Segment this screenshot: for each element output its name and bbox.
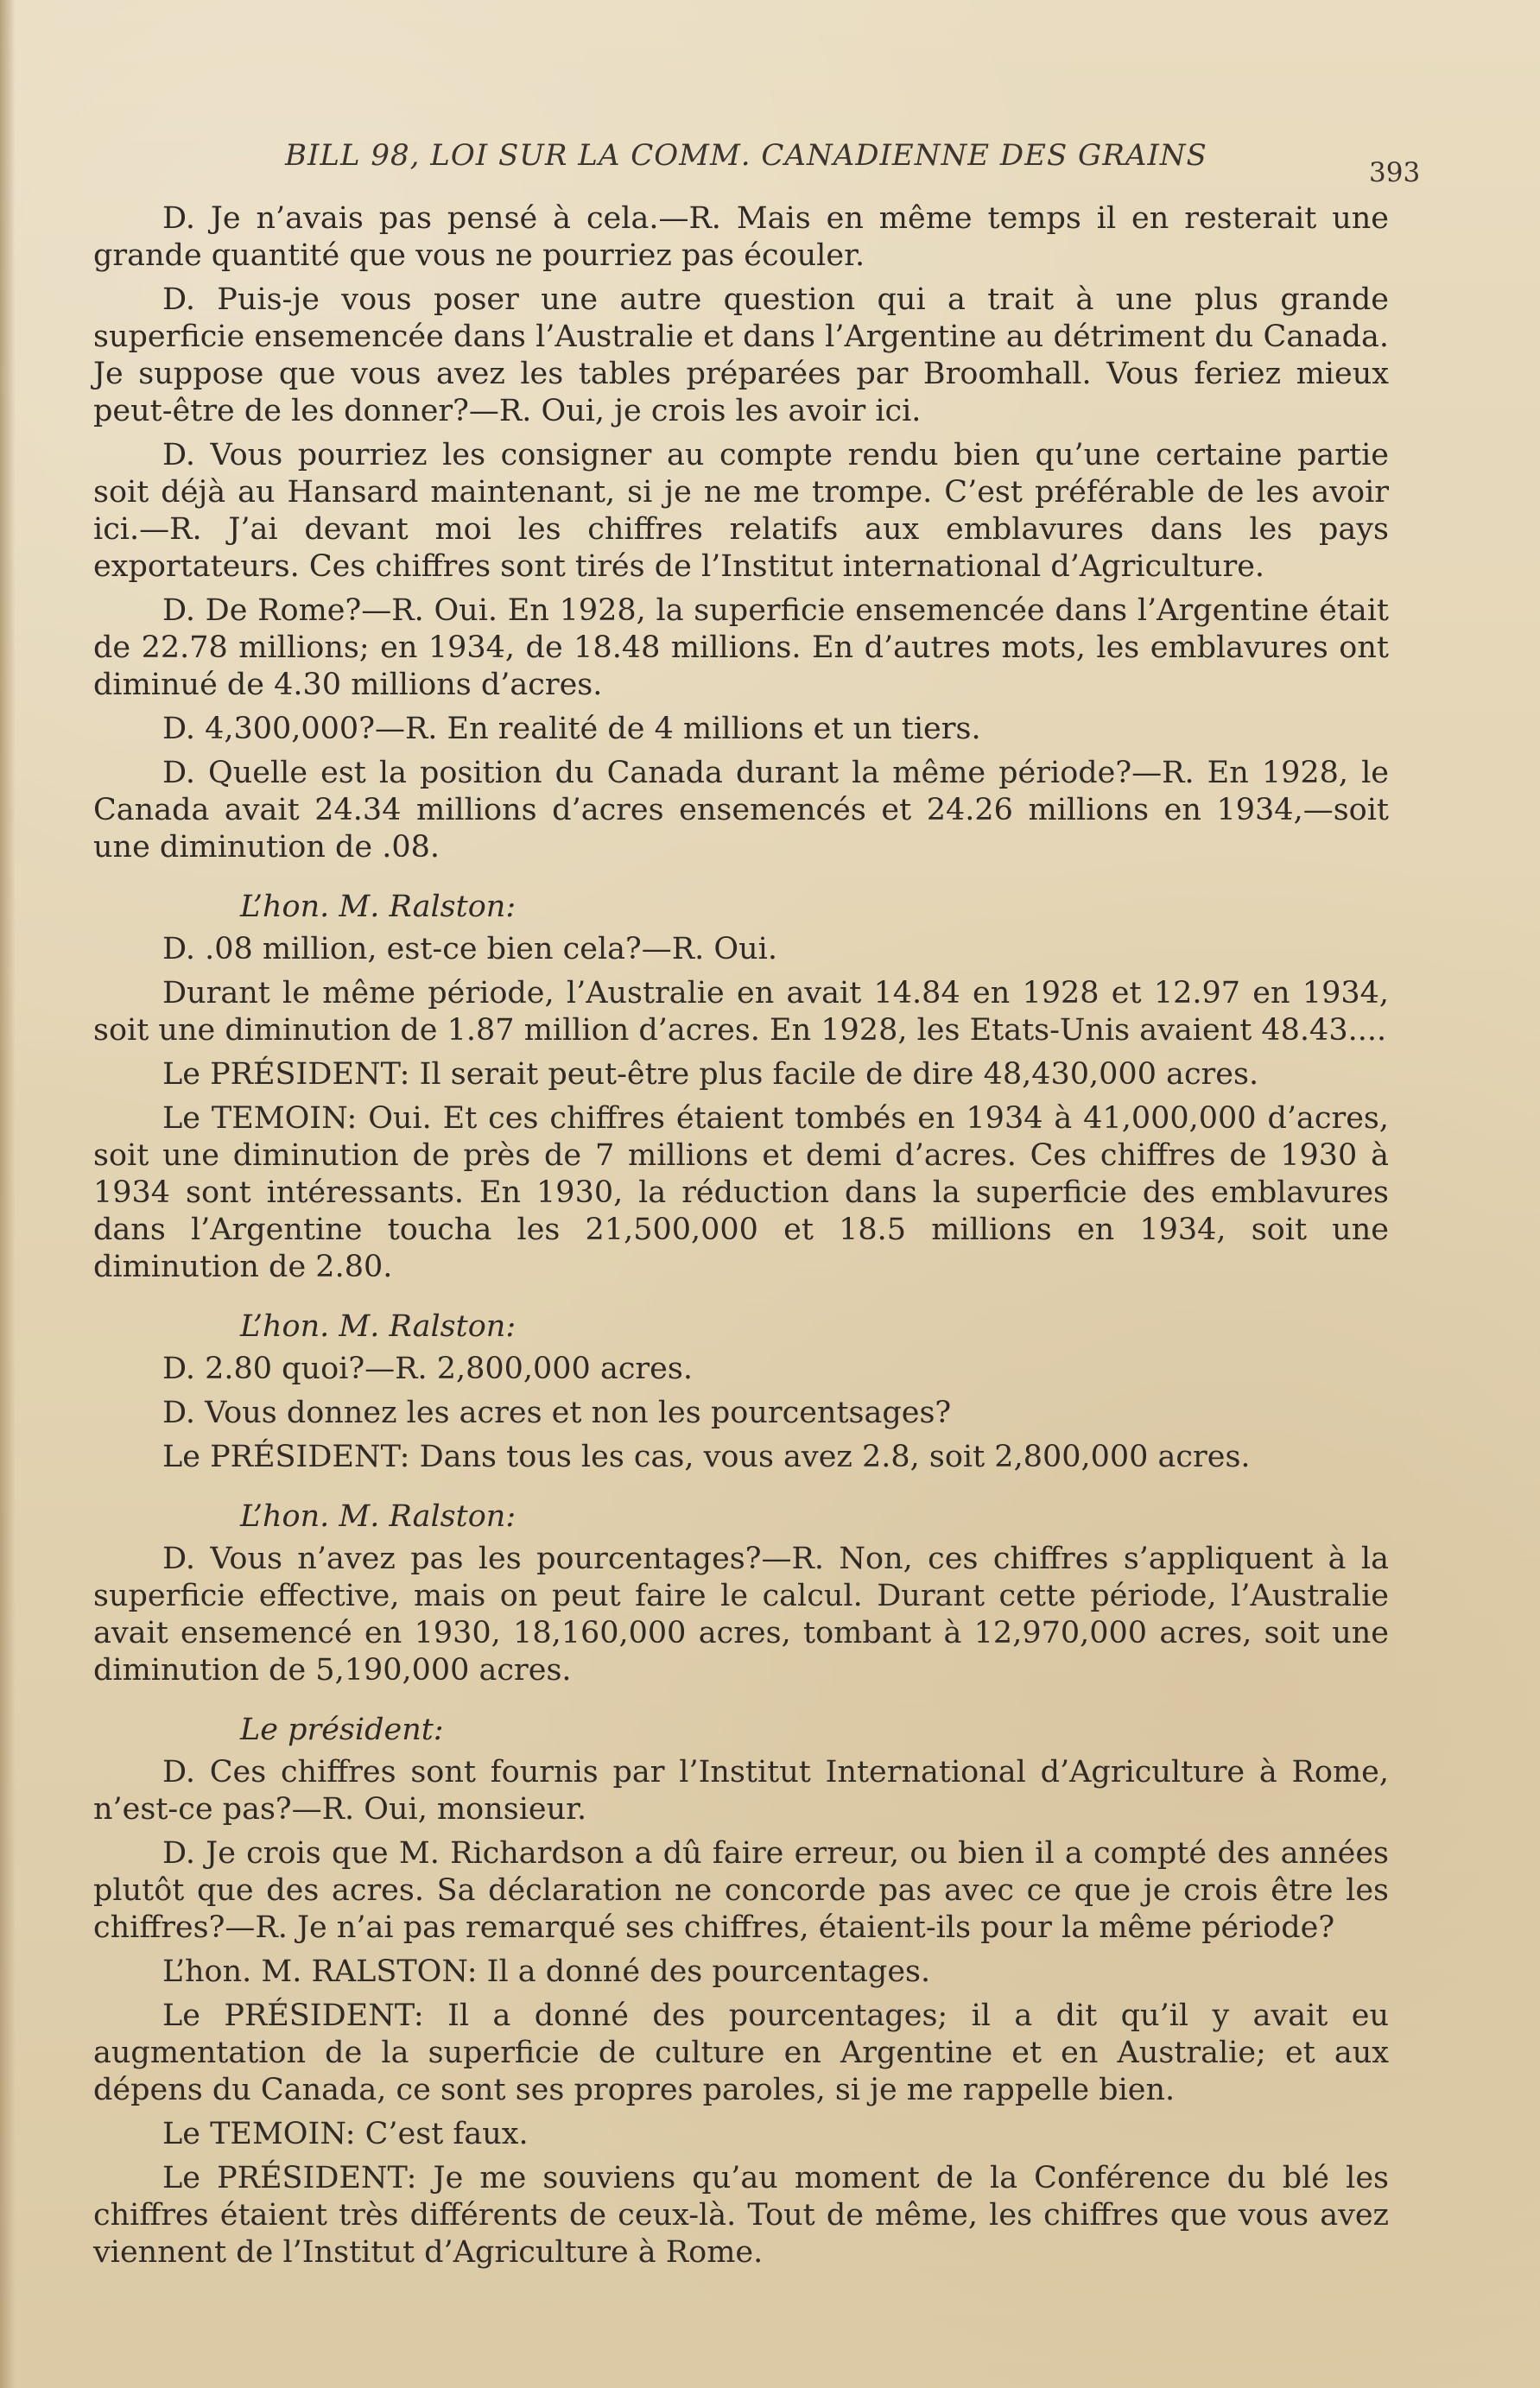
paragraph-5: D. 4,300,000?—R. En realité de 4 millions et un tiers.	[162, 712, 981, 746]
speaker-heading-1: L’hon. M. Ralston:	[240, 890, 517, 924]
running-header: BILL 98, LOI SUR LA COMM. CANADIENNE DES GRAINS	[285, 138, 1207, 173]
paragraph-14: D. Vous n’avez pas les pourcentages?—R. Non, ces chiffres s’appliquent à la superficie effective, mais on peut faire le calcul. Durant cette période, l’Australie avait ensemencé en 1930, 18,160,000 acres, tombant à 12,970,000 acres, soit une diminution de 5,190,000 acres.	[93, 1542, 1389, 1688]
paragraph-12: D. Vous donnez les acres et non les pourcentsages?	[162, 1396, 952, 1430]
paragraph-18: Le PRÉSIDENT: Il a donné des pourcentages; il a dit qu’il y avait eu augmentation de la superficie de culture en Argentine et en Australie; et aux dépens du Canada, ce sont ses propres paroles, si je me rappelle bien.	[93, 1998, 1389, 2107]
paragraph-17: L’hon. M. RALSTON: Il a donné des pourcentages.	[162, 1954, 931, 1989]
speaker-heading-4: Le président:	[240, 1713, 444, 1747]
paragraph-10: Le TEMOIN: Oui. Et ces chiffres étaient tombés en 1934 à 41,000,000 d’acres, soit une diminution de près de 7 millions et demi d’acres. Ces chiffres de 1930 à 1934 sont intéressants. En 1930, la réduction dans la superficie des emblavures dans l’Argentine toucha les 21,500,000 et 18.5 millions en 1934, soit une diminution de 2.80.	[93, 1101, 1389, 1284]
paragraph-6: D. Quelle est la position du Canada durant la même période?—R. En 1928, le Canada avait 24.34 millions d’acres ensemencés et 24.26 millions en 1934,—soit une diminution de .08.	[93, 756, 1389, 865]
page-number: 393	[1369, 157, 1421, 188]
speaker-heading-3: L’hon. M. Ralston:	[240, 1499, 517, 1534]
paragraph-9: Le PRÉSIDENT: Il serait peut-être plus facile de dire 48,430,000 acres.	[162, 1057, 1259, 1092]
paragraph-16: D. Je crois que M. Richardson a dû faire erreur, ou bien il a compté des années plutôt que des acres. Sa déclaration ne concorde pas avec ce que je crois être les chiffres?—R. Je n’ai pas remarqué ses chiffres, étaient-ils pour la même période?	[93, 1836, 1389, 1945]
paragraph-2: D. Puis-je vous poser une autre question qui a trait à une plus grande superficie ensemencée dans l’Australie et dans l’Argentine au détriment du Canada. Je suppose que vous avez les tables préparées par Broomhall. Vous feriez mieux peut-être de les donner?—R. Oui, je crois les avoir ici.	[93, 282, 1389, 428]
paragraph-1: D. Je n’avais pas pensé à cela.—R. Mais en même temps il en resterait une grande quantité que vous ne pourriez pas écouler.	[93, 201, 1389, 273]
speaker-heading-2: L’hon. M. Ralston:	[240, 1309, 517, 1344]
paragraph-11: D. 2.80 quoi?—R. 2,800,000 acres.	[162, 1352, 693, 1386]
paragraph-8: Durant le même période, l’Australie en avait 14.84 en 1928 et 12.97 en 1934, soit une diminution de 1.87 million d’acres. En 1928, les Etats-Unis avaient 48.43....	[93, 976, 1389, 1048]
paragraph-15: D. Ces chiffres sont fournis par l’Institut International d’Agriculture à Rome, n’est-ce pas?—R. Oui, monsieur.	[93, 1755, 1389, 1827]
paragraph-4: D. De Rome?—R. Oui. En 1928, la superficie ensemencée dans l’Argentine était de 22.78 millions; en 1934, de 18.48 millions. En d’autres mots, les emblavures ont diminué de 4.30 millions d’acres.	[93, 593, 1389, 702]
paragraph-20: Le PRÉSIDENT: Je me souviens qu’au moment de la Conférence du blé les chiffres étaient très différents de ceux-là. Tout de même, les chiffres que vous avez viennent de l’Institut d’Agriculture à Rome.	[93, 2161, 1389, 2270]
paragraph-13: Le PRÉSIDENT: Dans tous les cas, vous avez 2.8, soit 2,800,000 acres.	[162, 1440, 1251, 1474]
paragraph-3: D. Vous pourriez les consigner au compte rendu bien qu’une certaine partie soit déjà au Hansard maintenant, si je ne me trompe. C’est préférable de les avoir ici.—R. J’ai devant moi les chiffres relatifs aux emblavures dans les pays exportateurs. Ces chiffres sont tirés de l’Institut international d’Agriculture.	[93, 438, 1389, 584]
page-edge	[0, 0, 16, 2388]
page-content	[93, 200, 1389, 2271]
paragraph-7: D. .08 million, est-ce bien cela?—R. Oui.	[162, 932, 777, 966]
paragraph-19: Le TEMOIN: C’est faux.	[162, 2117, 529, 2151]
